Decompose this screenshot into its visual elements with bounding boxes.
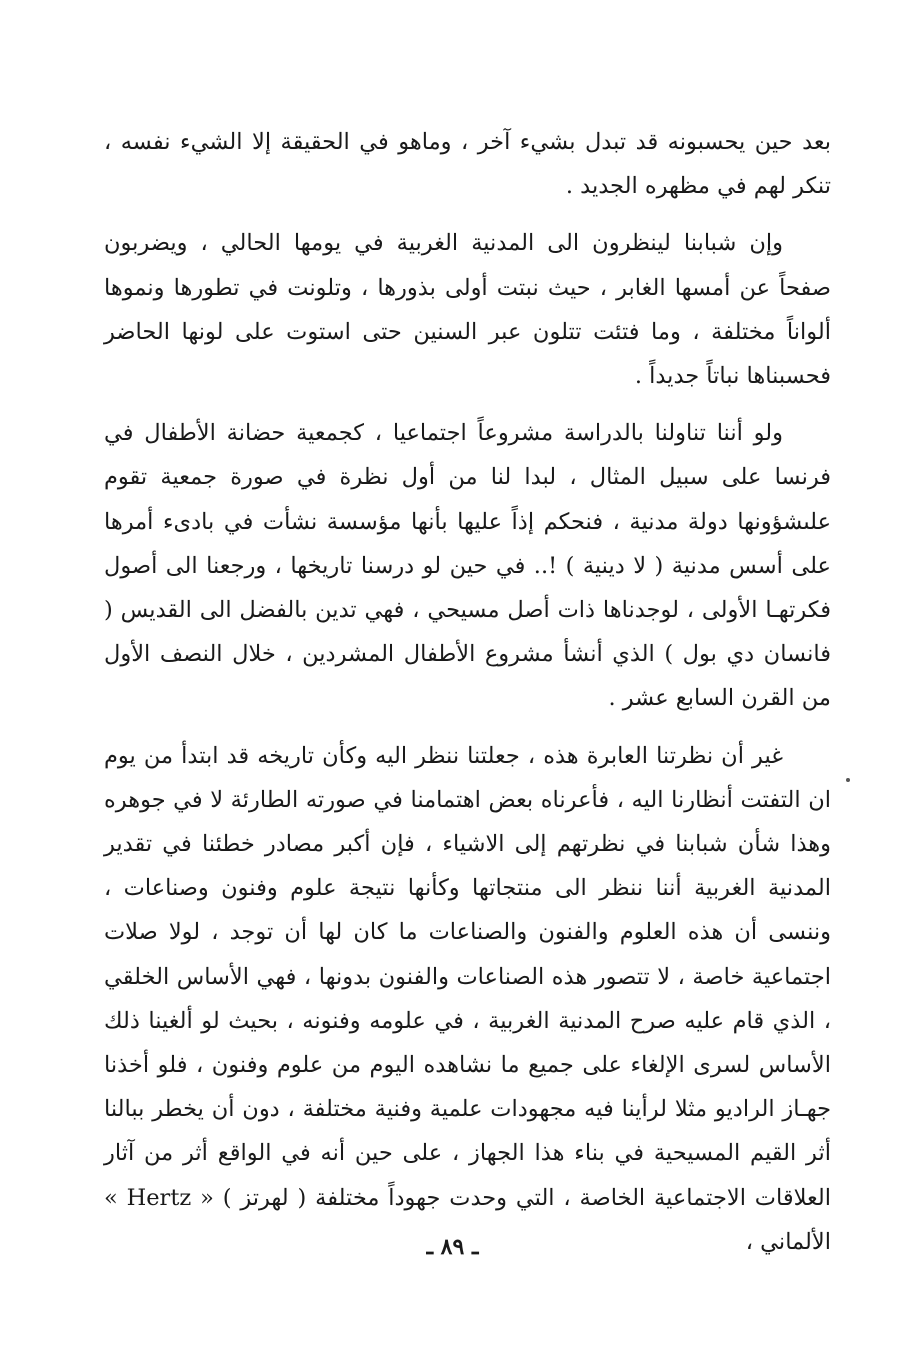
paragraph-1: بعد حين يحسبونه قد تبدل بشيء آخر ، وماهو في الحقيقة إلا الشيء نفسه ، تنكر لهم في مظهره الجديد . xyxy=(104,129,831,200)
paragraph-2: وإن شبابنا لينظرون الى المدنية الغربية في يومها الحالي ، ويضربون صفحاً عن أمسها الغابر ، حيث نبتت أولى بذورها ، وتلونت في تطورها ونموها ألواناً مختلفة ، وما فتئت تتلون عبر السنين حتى استوت على لونها الحاضر فحسبناها نباتاً جديداً . xyxy=(104,230,831,390)
body-text xyxy=(104,120,831,1264)
paragraph-4: غير أن نظرتنا العابرة هذه ، جعلتنا ننظر اليه وكأن تاريخه قد ابتدأ من يوم ان التفتت أنظارنا اليه ، فأعرناه بعض اهتمامنا في صورته الطارئة لا في جوهره وهذا شأن شبابنا في نظرتهم إلى الاشياء ، فإن أكبر مصادر خطئنا في تقدير المدنية الغربية أننا ننظر الى منتجاتها وكأنها نتيجة علوم وفنون وصناعات ، وننسى أن هذه العلوم والفنون والصناعات ما كان لها أن توجد ، لولا صلات اجتماعية خاصة ، لا تتصور هذه الصناعات والفنون بدونها ، فهي الأساس الخلقي ، الذي قام عليه صرح المدنية الغربية ، في علومه وفنونه ، بحيث لو ألغينا ذلك الأساس لسرى الإلغاء على جميع ما نشاهده اليوم من علوم وفنون ، فلو أخذنا جهـاز الراديو مثلا لرأينا فيه مجهودات علمية وفنية مختلفة ، دون أن يخطر ببالنا أثر القيم المسيحية في بناء هذا الجهاز ، على حين أنه في الواقع أثر من آثار العلاقات الاجتماعية الخاصة ، التي وحدت جهوداً مختلفة ( لهرتز ) « Hertz » الألماني ، xyxy=(104,742,831,1255)
margin-mark xyxy=(846,778,850,782)
page-number: ـ ٨٩ ـ xyxy=(426,1234,479,1260)
paragraph-3: ولو أننا تناولنا بالدراسة مشروعاً اجتماعيا ، كجمعية حضانة الأطفال في فرنسا على سبيل المثال ، لبدا لنا من أول نظرة في صورة جمعية تقوم علىشؤونها دولة مدنية ، فنحكم إذاً عليها بأنها مؤسسة نشأت في بادىء أمرها على أسس مدنية ( لا دينية ) !.. في حين لو درسنا تاريخها ، ورجعنا الى أصول فكرتهـا الأولى ، لوجدناها ذات أصل مسيحي ، فهي تدين بالفضل الى القديس ( فانسان دي بول ) الذي أنشأ مشروع الأطفال المشردين ، خلال النصف الأول من القرن السابع عشر . xyxy=(104,420,831,712)
